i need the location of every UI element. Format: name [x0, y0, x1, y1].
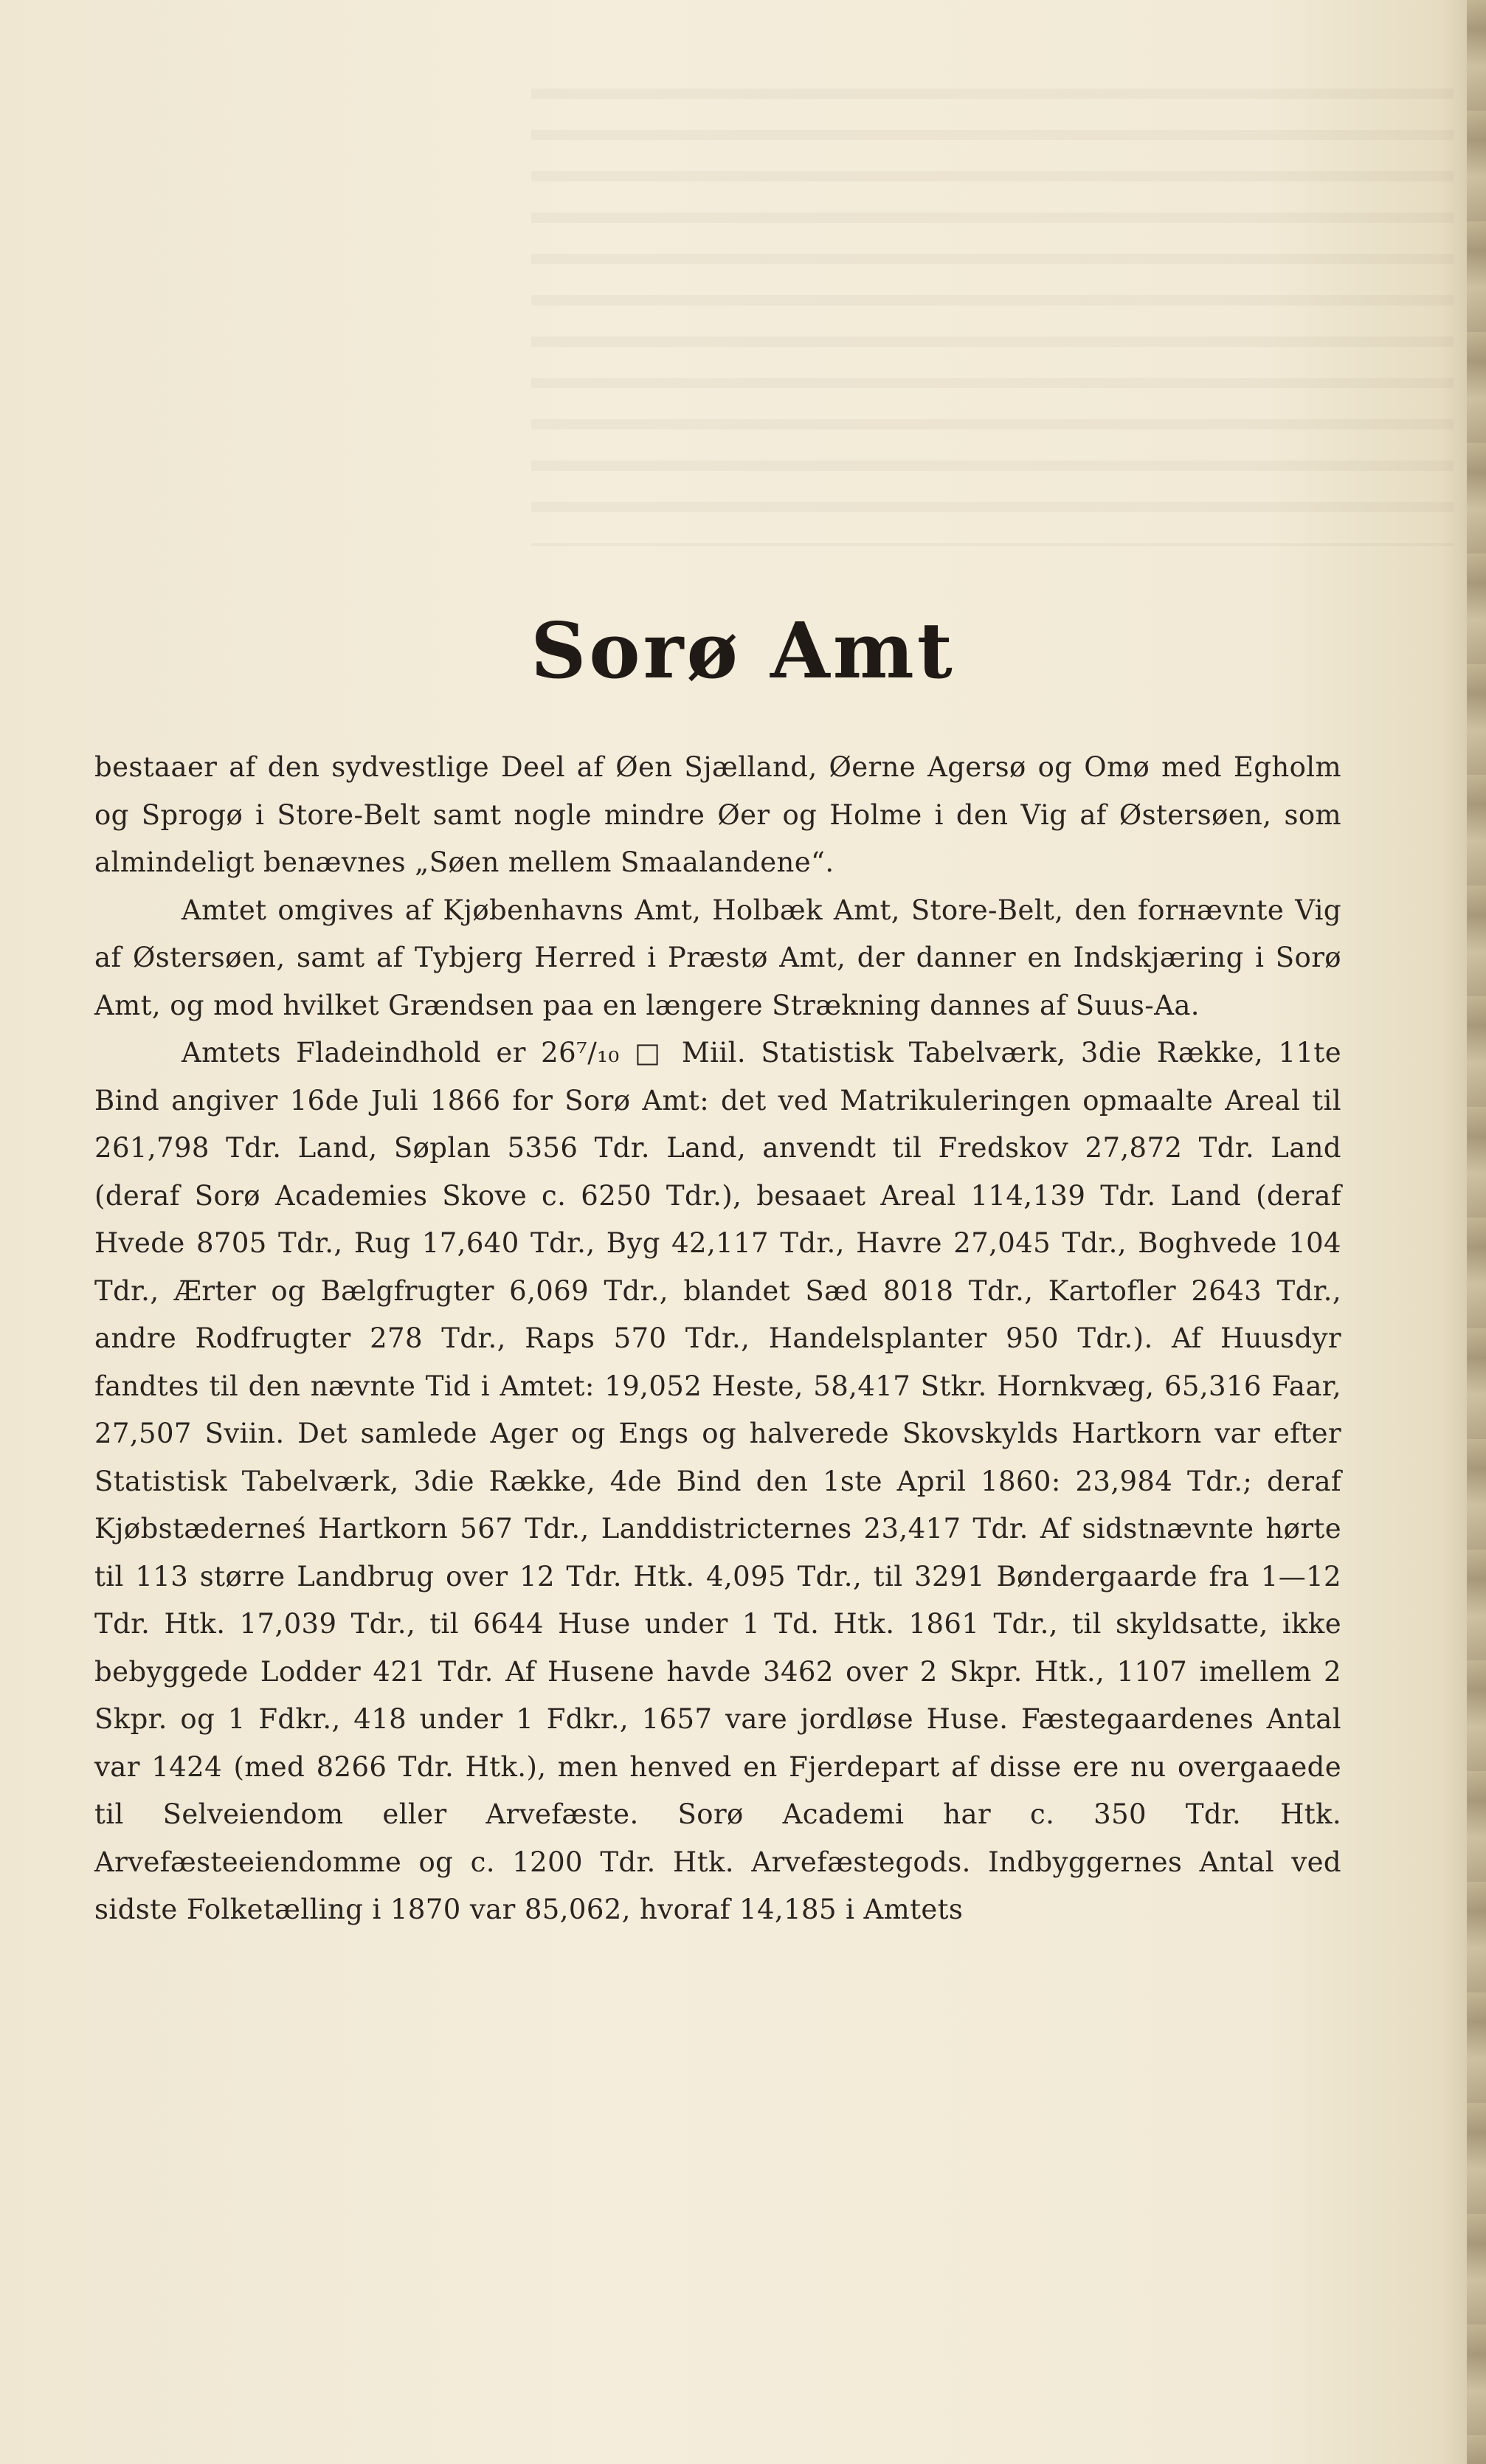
- body-text: [94, 744, 1341, 1934]
- paragraph-2: Amtet omgives af Kjøbenhavns Amt, Holbæk Amt, Store-Belt, den forнævnte Vig af Østersøen, samt af Tybjerg Herred i Præstø Amt, der danner en Indskjæring i Sorø Amt, og mod hvilket Grændsen paa en længere Strækning dannes af Suus-Aa.: [94, 894, 1341, 1021]
- paragraph-3: Amtets Fladeindhold er 26⁷/₁₀ □ Miil. Statistisk Tabelværk, 3die Række, 11te Bind angiver 16de Juli 1866 for Sorø Amt: det ved Matrikuleringen opmaalte Areal til 261,798 Tdr. Land, Søplan 5356 Tdr. Land, anvendt til Fredskov 27,872 Tdr. Land (deraf Sorø Academies Skove c. 6250 Tdr.), besaaet Areal 114,139 Tdr. Land (deraf Hvede 8705 Tdr., Rug 17,640 Tdr., Byg 42,117 Tdr., Havre 27,045 Tdr., Boghvede 104 Tdr., Ærter og Bælgfrugter 6,069 Tdr., blandet Sæd 8018 Tdr., Kartofler 2643 Tdr., andre Rodfrugter 278 Tdr., Raps 570 Tdr., Handelsplanter 950 Tdr.). Af Huusdyr fandtes til den nævnte Tid i Amtet: 19,052 Heste, 58,417 Stkr. Hornkvæg, 65,316 Faar, 27,507 Sviin. Det samlede Ager og Engs og halverede Skovskylds Hartkorn var efter Statistisk Tabelværk, 3die Række, 4de Bind den 1ste April 1860: 23,984 Tdr.; deraf Kjøbstæderneś Hartkorn 567 Tdr., Landdistricternes 23,417 Tdr. Af sidstnævnte hørte til 113 større Landbrug over 12 Tdr. Htk. 4,095 Tdr., til 3291 Bøndergaarde fra 1—12 Tdr. Htk. 17,039 Tdr., til 6644 Huse under 1 Td. Htk. 1861 Tdr., til skyldsatte, ikke bebyggede Lodder 421 Tdr. Af Husene havde 3462 over 2 Skpr. Htk., 1107 imellem 2 Skpr. og 1 Fdkr., 418 under 1 Fdkr., 1657 vare jordløse Huse. Fæstegaardenes Antal var 1424 (med 8266 Tdr. Htk.), men henved en Fjerdepart af disse ere nu overgaaede til Selveiendom eller Arvefæste. Sorø Academi har c. 350 Tdr. Htk. Arvefæsteeiendomme og c. 1200 Tdr. Htk. Arvefæstegods. Indbyggernes Antal ved sidste Folketælling i 1870 var 85,062, hvoraf 14,185 i Amtets: [94, 1037, 1341, 1925]
- page-edge: [1467, 0, 1486, 2464]
- paragraph-1: bestaaer af den sydvestlige Deel af Øen Sjælland, Øerne Agersø og Omø med Egholm og Sprogø i Store-Belt samt nogle mindre Øer og Holme i den Vig af Østersøen, som almindeligt benævnes „Søen mellem Smaalandene“.: [94, 751, 1341, 878]
- page-title: Sorø Amt: [531, 605, 955, 696]
- reverse-side-bleed-through: [531, 89, 1454, 546]
